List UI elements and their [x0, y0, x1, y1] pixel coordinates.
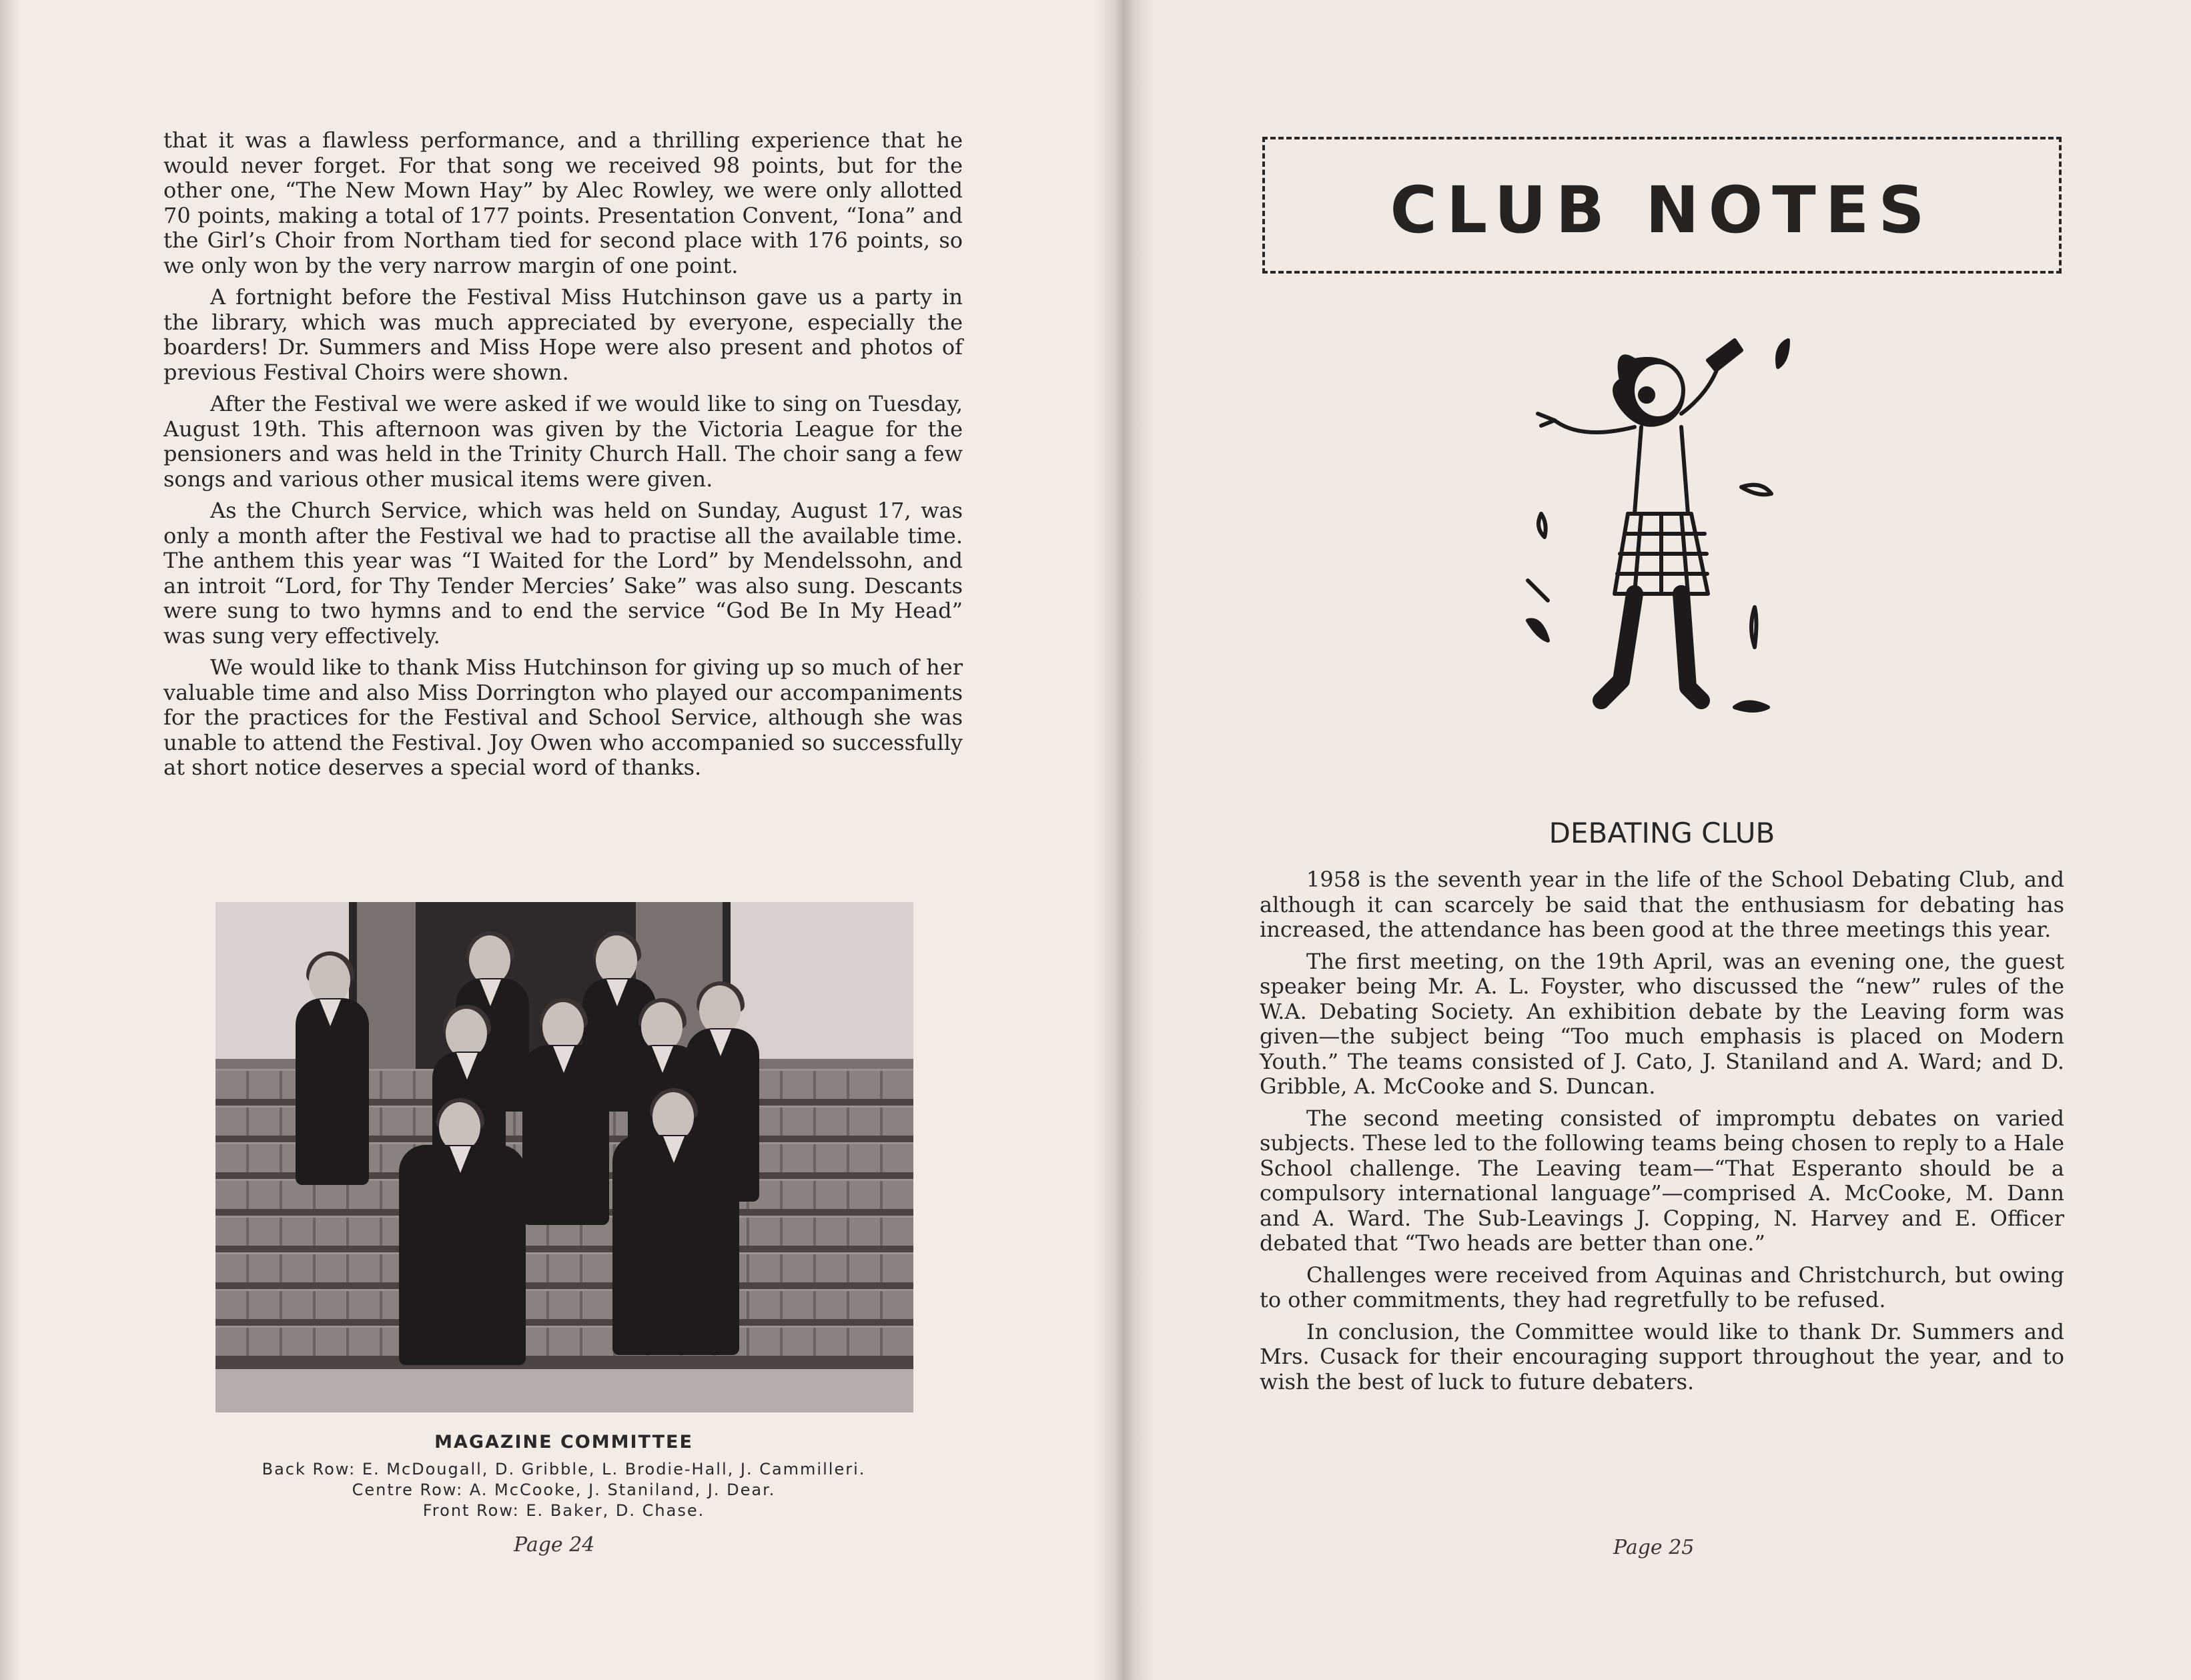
- club-notes-heading: CLUB NOTES: [1390, 173, 1934, 248]
- paragraph: Challenges were received from Aquinas and Christchurch, but owing to other commitments, they had regretfully to be refused.: [1260, 1262, 2064, 1312]
- page-number-right: Page 25: [1613, 1536, 1695, 1559]
- paragraph: 1958 is the seventh year in the life of the School Debating Club, and although it can scarcely be said that the enthusiasm for debating has increased, the attendance has been good at the three meetings this year.: [1260, 867, 2064, 942]
- page-edge: [0, 0, 20, 1680]
- caption-front-row: Front Row: E. Baker, D. Chase.: [422, 1501, 705, 1520]
- paragraph: The first meeting, on the 19th April, was an evening one, the guest speaker being Mr. A. L. Foyster, who discussed the “new” rules of the W.A. Debating Society. An exhibition debate by the Leaving form was given—the subject being “Too much emphasis is placed on Modern Youth.” The teams consisted of J. Cato, J. Staniland and A. Ward; and D. Gribble, A. McCooke and S. Duncan.: [1260, 948, 2064, 1099]
- caption-centre-row: Centre Row: A. McCooke, J. Staniland, J. Dear.: [352, 1481, 776, 1499]
- paragraph: As the Church Service, which was held on Sunday, August 17, was only a month after the Festival we had to practise all the available time. The anthem this year was “I Waited for the Lord” by Mendelssohn, and an introit “Lord, for Thy Tender Mercies’ Sake” was also sung. Descants were sung to two hymns and to end the service “God Be In My Head” was sung very effectively.: [163, 498, 963, 649]
- paragraph: After the Festival we were asked if we would like to sing on Tuesday, August 19th. This afternoon was given by the Victoria League for the pensioners and was held in the Trinity Church Hall. The choir sang a few songs and various other musical items were given.: [163, 391, 963, 492]
- photo-caption: [133, 1432, 994, 1521]
- page-number-left: Page 24: [514, 1533, 595, 1557]
- club-notes-heading-box: [1262, 137, 2062, 274]
- committee-photo: [215, 902, 913, 1412]
- dancing-girl-illustration: [1468, 320, 1868, 787]
- paragraph: We would like to thank Miss Hutchinson for giving up so much of her valuable time and also Miss Dorrington who played our accompaniments for the practices for the Festival and School Service, although she was unable to attend the Festival. Joy Owen who accompanied so successfully at short notice deserves a special word of thanks.: [163, 655, 963, 780]
- paragraph: A fortnight before the Festival Miss Hutchinson gave us a party in the library, which was much appreciated by everyone, especially the boarders! Dr. Summers and Miss Hope were also present and photos of previous Festival Choirs were shown.: [163, 284, 963, 385]
- paragraph: that it was a flawless performance, and a thrilling experience that he would never forget. For that song we received 98 points, but for the other one, “The New Mown Hay” by Alec Rowley, we were only allotted 70 points, making a total of 177 points. Presentation Convent, “Iona” and the Girl’s Choir from Northam tied for second place with 176 points, so we only won by the very narrow margin of one point.: [163, 127, 963, 278]
- right-page-body: [1260, 867, 2064, 1401]
- paragraph: In conclusion, the Committee would like to thank Dr. Summers and Mrs. Cusack for their encouraging support throughout the year, and to wish the best of luck to future debaters.: [1260, 1318, 2064, 1394]
- paragraph: The second meeting consisted of impromptu debates on varied subjects. These led to the following teams being chosen to reply to a Hale School challenge. The Leaving team—“That Esperanto should be a compulsory international language”—comprised A. McCooke, M. Dann and A. Ward. The Sub-Leavings J. Copping, N. Harvey and E. Officer debated that “Two heads are better than one.”: [1260, 1105, 2064, 1256]
- caption-back-row: Back Row: E. McDougall, D. Gribble, L. Brodie-Hall, J. Cammilleri.: [262, 1460, 866, 1479]
- caption-title: MAGAZINE COMMITTEE: [434, 1432, 693, 1452]
- left-page-body: [163, 128, 963, 787]
- book-gutter: [1094, 0, 1154, 1680]
- section-title: DEBATING CLUB: [1549, 817, 1775, 849]
